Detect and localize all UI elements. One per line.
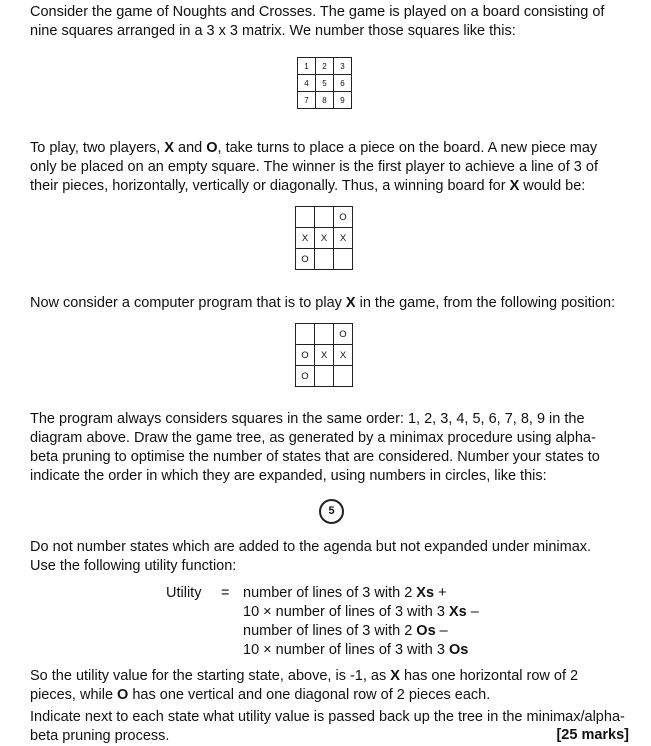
board-cell: O bbox=[334, 207, 353, 228]
numbered-board bbox=[297, 57, 352, 109]
indicate-paragraph bbox=[30, 708, 630, 746]
text-span: , take turns to place a piece on the board. A new piece may bbox=[217, 140, 598, 156]
instructions-line-1: The program always considers squares in the same order: 1, 2, 3, 4, 5, 6, 7, 8, 9 in the bbox=[30, 411, 585, 427]
board-cell bbox=[315, 324, 334, 345]
text-span: has one horizontal row of 2 bbox=[399, 668, 579, 684]
o-piece-label: O bbox=[117, 687, 129, 703]
text-span: number of lines of 3 with 2 bbox=[243, 623, 417, 639]
utility-terms bbox=[243, 584, 479, 660]
utility-term-3 bbox=[243, 622, 479, 641]
board-cell bbox=[334, 366, 353, 387]
donot-line-1: Do not number states which are added to the agenda but not expanded under minimax. bbox=[30, 539, 592, 555]
rules-line-2: only be placed on an empty square. The winner is the first player to achieve a line of 3 of bbox=[30, 159, 598, 175]
board-cell bbox=[334, 249, 353, 270]
text-span: has one vertical and one diagonal row of 2 pieces each. bbox=[128, 687, 491, 703]
board-cell: X bbox=[334, 345, 353, 366]
example-state-number-circle: 5 bbox=[319, 499, 344, 524]
indicate-line-1: Indicate next to each state what utility value is passed back up the tree in the minimax/alpha- bbox=[30, 709, 625, 725]
board-cell: O bbox=[334, 324, 353, 345]
text-span: – bbox=[466, 604, 479, 620]
x-piece-label: X bbox=[345, 295, 356, 311]
intro-line-1: Consider the game of Noughts and Crosses. The game is played on a board consisting of bbox=[30, 4, 605, 20]
board-cell: 9 bbox=[334, 92, 352, 109]
donot-paragraph bbox=[30, 538, 630, 576]
text-span: So the utility value for the starting state, above, is -1, as bbox=[30, 668, 391, 684]
instructions-paragraph bbox=[30, 410, 630, 486]
board-cell: 6 bbox=[334, 75, 352, 92]
board-cell bbox=[315, 249, 334, 270]
sothe-line-1 bbox=[30, 667, 630, 686]
board-cell: 4 bbox=[298, 75, 316, 92]
text-span: their pieces, horizontally, vertically or diagonally. Thus, a winning board for bbox=[30, 178, 510, 194]
text-span: To play, two players, bbox=[30, 140, 165, 156]
text-span: pieces, while bbox=[30, 687, 118, 703]
board-cell bbox=[296, 324, 315, 345]
o-piece-label: O bbox=[206, 140, 218, 156]
sothe-line-2 bbox=[30, 686, 630, 705]
board-cell bbox=[315, 207, 334, 228]
text-span: Xs bbox=[448, 604, 467, 620]
program-paragraph bbox=[30, 294, 630, 313]
board-cell: X bbox=[296, 228, 315, 249]
text-span: Os bbox=[416, 623, 436, 639]
text-span: Now consider a computer program that is to play bbox=[30, 295, 346, 311]
start-position-board bbox=[295, 323, 353, 387]
board-cell: O bbox=[296, 366, 315, 387]
rules-line-1 bbox=[30, 139, 630, 158]
x-piece-label: X bbox=[390, 668, 400, 684]
text-span: – bbox=[435, 623, 448, 639]
winning-board bbox=[295, 206, 353, 270]
board-cell: O bbox=[296, 345, 315, 366]
text-span: number of lines of 3 with 2 bbox=[243, 585, 417, 601]
text-span: Xs bbox=[416, 585, 435, 601]
x-piece-label: X bbox=[509, 178, 520, 194]
board-cell: 3 bbox=[334, 58, 352, 75]
intro-line-2: nine squares arranged in a 3 x 3 matrix. We number those squares like this: bbox=[30, 23, 516, 39]
text-span: and bbox=[174, 140, 207, 156]
board-cell bbox=[315, 366, 334, 387]
board-cell: 7 bbox=[298, 92, 316, 109]
utility-term-4 bbox=[243, 641, 479, 660]
indicate-line-2: beta pruning process. bbox=[30, 728, 170, 744]
intro-paragraph bbox=[30, 3, 630, 41]
instructions-line-3: beta pruning to optimise the number of states that are considered. Number your states to bbox=[30, 449, 600, 465]
board-cell: 2 bbox=[316, 58, 334, 75]
instructions-line-4: indicate the order in which they are expanded, using numbers in circles, like this: bbox=[30, 468, 547, 484]
text-span: + bbox=[434, 585, 447, 601]
text-span: 10 × number of lines of 3 with 3 bbox=[243, 604, 449, 620]
utility-label: Utility bbox=[166, 585, 202, 601]
text-span: 10 × number of lines of 3 with 3 bbox=[243, 642, 449, 658]
utility-term-1 bbox=[243, 584, 479, 603]
sothe-paragraph bbox=[30, 667, 630, 705]
utility-term-2 bbox=[243, 603, 479, 622]
utility-equals: = bbox=[221, 585, 230, 601]
board-cell: X bbox=[315, 345, 334, 366]
board-cell bbox=[296, 207, 315, 228]
rules-line-3 bbox=[30, 177, 630, 196]
board-cell: 8 bbox=[316, 92, 334, 109]
x-piece-label: X bbox=[164, 140, 174, 156]
donot-line-2: Use the following utility function: bbox=[30, 558, 237, 574]
rules-paragraph bbox=[30, 139, 630, 196]
board-cell: X bbox=[334, 228, 353, 249]
board-cell: 5 bbox=[316, 75, 334, 92]
text-span: would be: bbox=[519, 178, 586, 194]
text-span: in the game, from the following position: bbox=[355, 295, 616, 311]
marks-label: [25 marks] bbox=[556, 727, 629, 743]
board-cell: 1 bbox=[298, 58, 316, 75]
instructions-line-2: diagram above. Draw the game tree, as generated by a minimax procedure using alpha- bbox=[30, 430, 596, 446]
text-span: Os bbox=[448, 642, 469, 658]
board-cell: O bbox=[296, 249, 315, 270]
board-cell: X bbox=[315, 228, 334, 249]
